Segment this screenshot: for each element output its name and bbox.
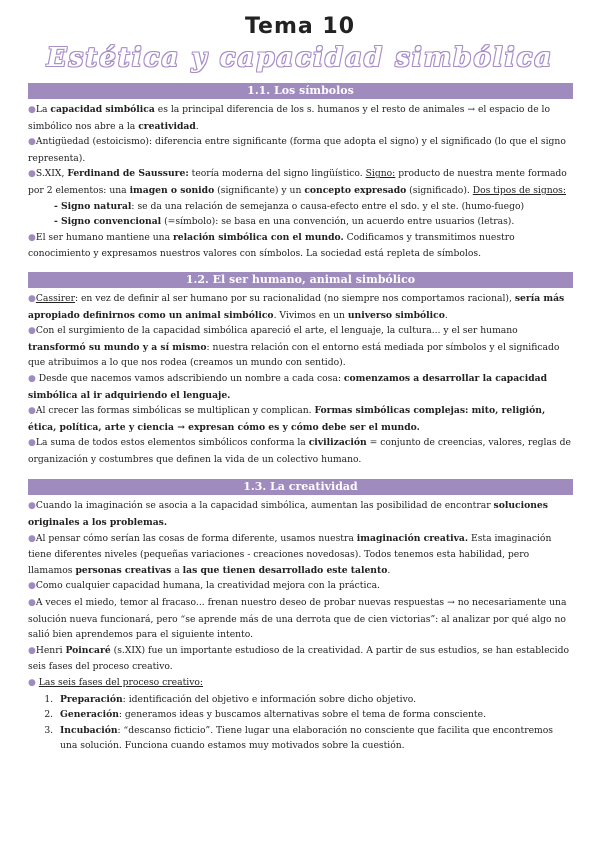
section-heading: 1.1. Los símbolos [28, 83, 573, 99]
bullet-icon: ● [28, 326, 36, 337]
list-item: 2. Generación: generamos ideas y buscamos alternativas sobre el tema de forma consciente. [56, 707, 573, 723]
page-title: Tema 10 [244, 14, 356, 39]
bullet-icon: ● [28, 232, 36, 243]
paragraph: ● Las seis fases del proceso creativo: [28, 677, 204, 688]
section-heading: 1.2. El ser humano, animal simbólico [28, 272, 573, 288]
phases-list [28, 692, 573, 754]
sub-item: - Signo natural: se da una relación de semejanza o causa-efecto entre el sdo. y el ste. (humo-fuego) [54, 200, 525, 212]
bullet-icon: ● [28, 105, 36, 115]
paragraph: ●A veces el miedo, temor al fracaso... frenan nuestro deseo de probar nuevas respuestas → no necesariamente una solución nueva funcionará, pero “se aprende más de una derrota que de cien victorias”: al analizar por qué algo no salió bien aprendemos para el siguiente intento. [28, 597, 567, 641]
bullet-icon: ● [28, 406, 36, 417]
sub-item: - Signo convencional (=símbolo): se basa en una convención, un acuerdo entre usuarios (letras). [54, 216, 515, 228]
paragraph: ●Cassirer: en vez de definir al ser humano por su racionalidad (no siempre nos comportamos racional), sería más apropiado definirnos como un animal simbólico. Vivimos en un universo simbólico. [28, 292, 565, 321]
bullet-icon: ● [28, 438, 36, 449]
list-item: 3. Incubación: “descanso ficticio”. Tiene lugar una elaboración no consciente que facilita que encontremos una solución. Funciona cuando estamos muy motivados sobre la cuestión. [56, 723, 573, 754]
paragraph: ●Henri Poincaré (s.XIX) fue un importante estudioso de la creatividad. A partir de sus estudios, se han establecido seis fases del proceso creativo. [28, 644, 570, 673]
section-creatividad [28, 479, 573, 754]
bullet-icon: ● [28, 373, 36, 384]
page-subtitle: Estética y capacidad simbólica [46, 43, 554, 73]
paragraph: ●S.XIX, Ferdinand de Saussure: teoría moderna del signo lingüístico. Signo: producto de nuestra mente formado por 2 elementos: una imagen o sonido (significante) y un concepto expresado (significado). Dos tipos de signos: [28, 168, 567, 196]
section-simbolos [28, 83, 573, 262]
bullet-icon: ● [28, 645, 36, 656]
bullet-icon: ● [28, 137, 36, 148]
list-item: 1. Preparación: identificación del objetivo e información sobre dicho objetivo. [56, 692, 573, 708]
bullet-icon: ● [28, 598, 36, 609]
bullet-icon: ● [28, 293, 36, 304]
paragraph: ● Desde que nacemos vamos adscribiendo un nombre a cada cosa: comenzamos a desarrollar la capacidad simbólica al ir adquiriendo el lenguaje. [28, 372, 548, 401]
paragraph: ●Al pensar cómo serían las cosas de forma diferente, usamos nuestra imaginación creativa. Esta imaginación tiene diferentes niveles (pequeñas variaciones - creaciones novedosas). Todos tenemos esta habilidad, pero llamamos personas creativas a las que tienen desarrollado este talento. [28, 532, 552, 576]
paragraph: ●Cuando la imaginación se asocia a la capacidad simbólica, aumentan las posibilidad de encontrar soluciones originales a los problemas. [28, 500, 548, 529]
bullet-icon: ● [28, 533, 36, 544]
paragraph: ●Como cualquier capacidad humana, la creatividad mejora con la práctica. [28, 580, 380, 592]
page [0, 14, 600, 862]
bullet-icon: ● [28, 678, 36, 688]
paragraph: ●La suma de todos estos elementos simbólicos conforma la civilización = conjunto de creencias, valores, reglas de organización y costumbres que definen la vida de un colectivo humano. [28, 437, 571, 465]
paragraph: ●El ser humano mantiene una relación simbólica con el mundo. Codificamos y transmitimos nuestro conocimiento y expresamos nuestros valores con símbolos. La sociedad está repleta de símbolos. [28, 231, 515, 260]
paragraph: ●Con el surgimiento de la capacidad simbólica apareció el arte, el lenguaje, la cultura... y el ser humano transformó su mundo y a sí mismo: nuestra relación con el entorno está mediada por símbolos y el significado que atribuimos a lo que nos rodea (creamos un mundo con sentido). [28, 325, 560, 369]
bullet-icon: ● [28, 501, 36, 512]
paragraph: ●La capacidad simbólica es la principal diferencia de los s. humanos y el resto de animales → el espacio de lo simbólico nos abre a la creatividad. [28, 104, 551, 132]
paragraph: ●Al crecer las formas simbólicas se multiplican y complican. Formas simbólicas complejas: mito, religión, ética, política, arte y ciencia → expresan cómo es y cómo debe ser el mundo. [28, 405, 546, 433]
paragraph: ●Antigüedad (estoicismo): diferencia entre significante (forma que adopta el signo) y el significado (lo que el signo representa). [28, 136, 566, 164]
section-animal-simbolico [28, 272, 573, 468]
section-heading: 1.3. La creatividad [28, 479, 573, 495]
bullet-icon: ● [28, 581, 36, 592]
bullet-icon: ● [28, 169, 36, 180]
